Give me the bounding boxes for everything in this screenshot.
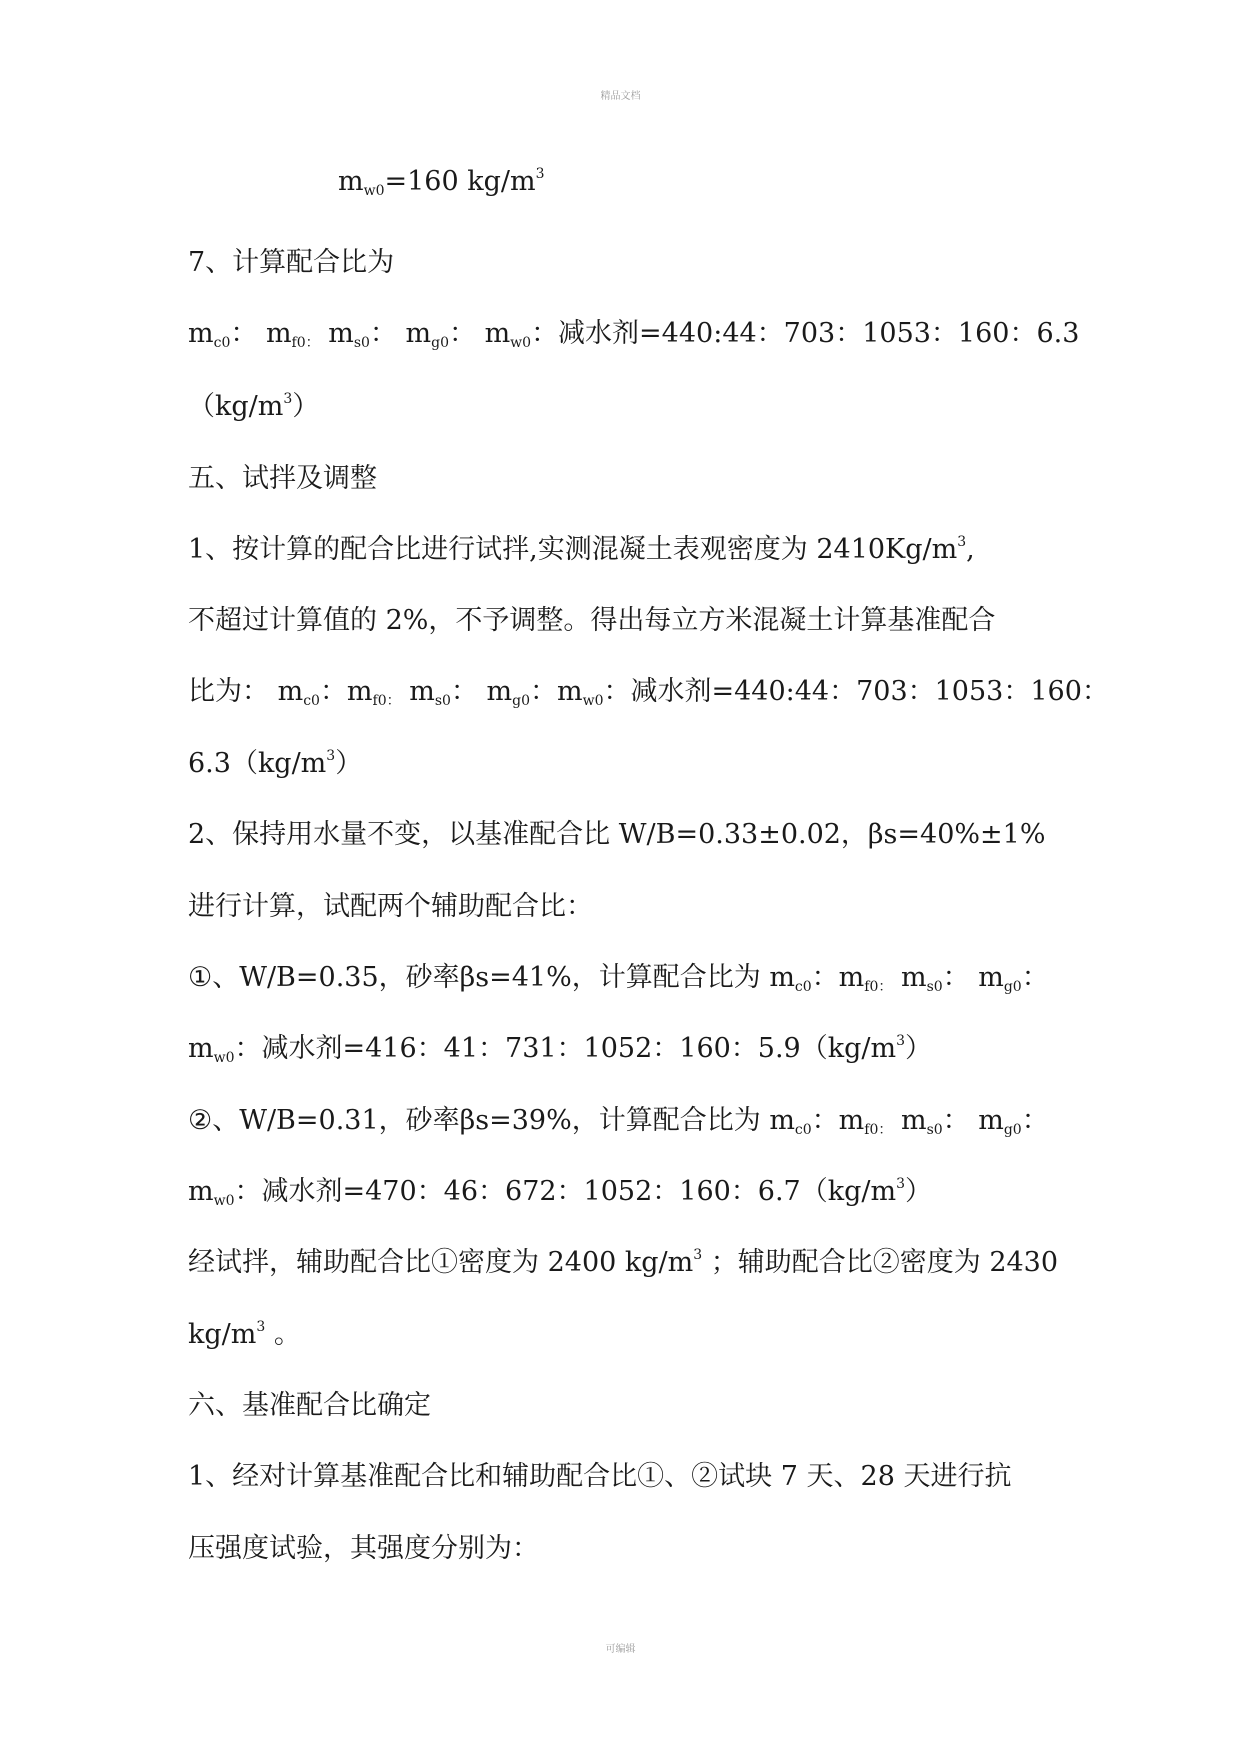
text-run: ： m	[942, 962, 1004, 993]
text-line-p1-line1	[188, 533, 975, 567]
text-line-density-line1	[188, 1246, 1058, 1280]
text-run: ：m	[811, 962, 865, 993]
subscript: w0	[213, 1050, 235, 1066]
text-run: kg/m	[188, 1319, 257, 1350]
subscript: c0	[794, 979, 812, 995]
text-run: 6.3（kg/m	[188, 748, 327, 779]
text-line-ratio-calc-2	[188, 390, 319, 424]
subscript: f0：	[372, 693, 401, 709]
text-line-ratio-calc-1	[188, 317, 1079, 351]
text-run: ：m	[319, 676, 373, 707]
text-line-p1-line3	[188, 675, 1109, 709]
superscript: 3	[326, 748, 336, 764]
text-run: m	[319, 318, 354, 349]
text-run: m	[188, 318, 214, 349]
page-header: 精品文档	[600, 91, 641, 102]
subscript: w0	[363, 183, 385, 199]
text-run: ： m	[230, 318, 292, 349]
text-run: m	[892, 1105, 927, 1136]
page-footer: 可编辑	[605, 1644, 636, 1655]
text-line-p1-line4	[188, 747, 362, 781]
text-run: ：	[1021, 962, 1049, 993]
text-run: ：减水剂=440:44：703：1053：160：6.3	[531, 318, 1080, 349]
text-line-aux1-line1	[188, 961, 1049, 995]
text-run: ：减水剂=416：41：731：1052：160：5.9（kg/m	[234, 1033, 897, 1064]
text-run: 压强度试验，其强度分别为：	[188, 1533, 539, 1564]
text-run: ：m	[811, 1105, 865, 1136]
text-run: ：	[1021, 1105, 1049, 1136]
subscript: c0	[794, 1122, 812, 1138]
subscript: w0	[510, 335, 532, 351]
text-line-aux2-line1	[188, 1104, 1049, 1138]
subscript: s0	[926, 1122, 943, 1138]
text-line-p2-line1	[188, 818, 1046, 852]
text-run: 比为： m	[188, 676, 304, 707]
text-run: 不超过计算值的 2%，不予调整。得出每立方米混凝土计算基准配合	[188, 605, 996, 636]
text-run: m	[338, 166, 364, 197]
text-run: ： m	[448, 318, 511, 349]
subscript: s0	[353, 335, 370, 351]
subscript: f0：	[864, 979, 893, 995]
superscript: 3	[535, 166, 545, 182]
text-run: ： m	[369, 318, 432, 349]
subscript: g0	[512, 693, 530, 709]
subscript: g0	[431, 335, 449, 351]
text-run: 7、计算配合比为	[188, 247, 395, 278]
subscript: f0：	[864, 1122, 893, 1138]
text-run: 2、保持用水量不变，以基准配合比 W/B=0.33±0.02，βs=40%±1%	[188, 819, 1046, 850]
superscript: 3	[957, 534, 967, 550]
text-run: ,	[966, 534, 975, 565]
subscript: s0	[434, 693, 451, 709]
text-run: ）	[292, 391, 320, 422]
subscript: s0	[926, 979, 943, 995]
subscript: w0	[582, 693, 604, 709]
subscript: w0	[213, 1193, 235, 1209]
text-run: 经试拌，辅助配合比①密度为 2400 kg/m	[188, 1247, 694, 1278]
text-run: ：减水剂=470：46：672：1052：160：6.7（kg/m	[234, 1176, 897, 1207]
subscript: c0	[213, 335, 231, 351]
subscript: f0：	[291, 335, 320, 351]
text-run: ）	[335, 748, 363, 779]
text-run: ：减水剂=440:44：703：1053：160：	[603, 676, 1109, 707]
text-run: ）	[905, 1033, 933, 1064]
superscript: 3	[256, 1319, 266, 1335]
text-line-aux1-line2	[188, 1032, 932, 1066]
text-line-heading-7	[188, 246, 394, 280]
text-run: 1、按计算的配合比进行试拌,实测混凝土表观密度为 2410Kg/m	[188, 534, 958, 565]
superscript: 3	[283, 391, 293, 407]
text-run: 五、试拌及调整	[188, 463, 377, 494]
text-line-p6-line1	[188, 1460, 1011, 1494]
text-run: （kg/m	[188, 391, 284, 422]
text-run: ： m	[450, 676, 513, 707]
text-line-density-line2	[188, 1318, 301, 1352]
text-run: ；辅助配合比②密度为 2430	[702, 1247, 1059, 1278]
text-run: m	[188, 1033, 214, 1064]
text-run: ：m	[529, 676, 583, 707]
superscript: 3	[896, 1176, 906, 1192]
text-line-heading-5	[188, 462, 377, 496]
text-run: m	[892, 962, 927, 993]
text-run: =160 kg/m	[384, 166, 536, 197]
text-run: 进行计算，试配两个辅助配合比：	[188, 891, 593, 922]
subscript: c0	[303, 693, 320, 709]
text-run: m	[188, 1176, 214, 1207]
superscript: 3	[896, 1033, 906, 1049]
text-line-mw0-value	[338, 165, 545, 199]
text-run: ： m	[942, 1105, 1004, 1136]
text-run: m	[400, 676, 435, 707]
subscript: g0	[1003, 1122, 1022, 1138]
text-run: ②、W/B=0.31，砂率βs=39%，计算配合比为 m	[188, 1105, 795, 1136]
text-line-aux2-line2	[188, 1175, 932, 1209]
text-run: 。	[265, 1319, 301, 1350]
text-run: 1、经对计算基准配合比和辅助配合比①、②试块 7 天、28 天进行抗	[188, 1461, 1012, 1492]
text-line-p6-line2	[188, 1532, 539, 1566]
text-line-heading-6	[188, 1389, 431, 1423]
text-run: ）	[905, 1176, 933, 1207]
text-line-p2-line2	[188, 890, 593, 924]
text-run: 六、基准配合比确定	[188, 1390, 431, 1421]
superscript: 3	[693, 1247, 703, 1263]
subscript: g0	[1003, 979, 1022, 995]
text-run: ①、W/B=0.35，砂率βs=41%，计算配合比为 m	[188, 962, 795, 993]
text-line-p1-line2	[188, 604, 995, 638]
